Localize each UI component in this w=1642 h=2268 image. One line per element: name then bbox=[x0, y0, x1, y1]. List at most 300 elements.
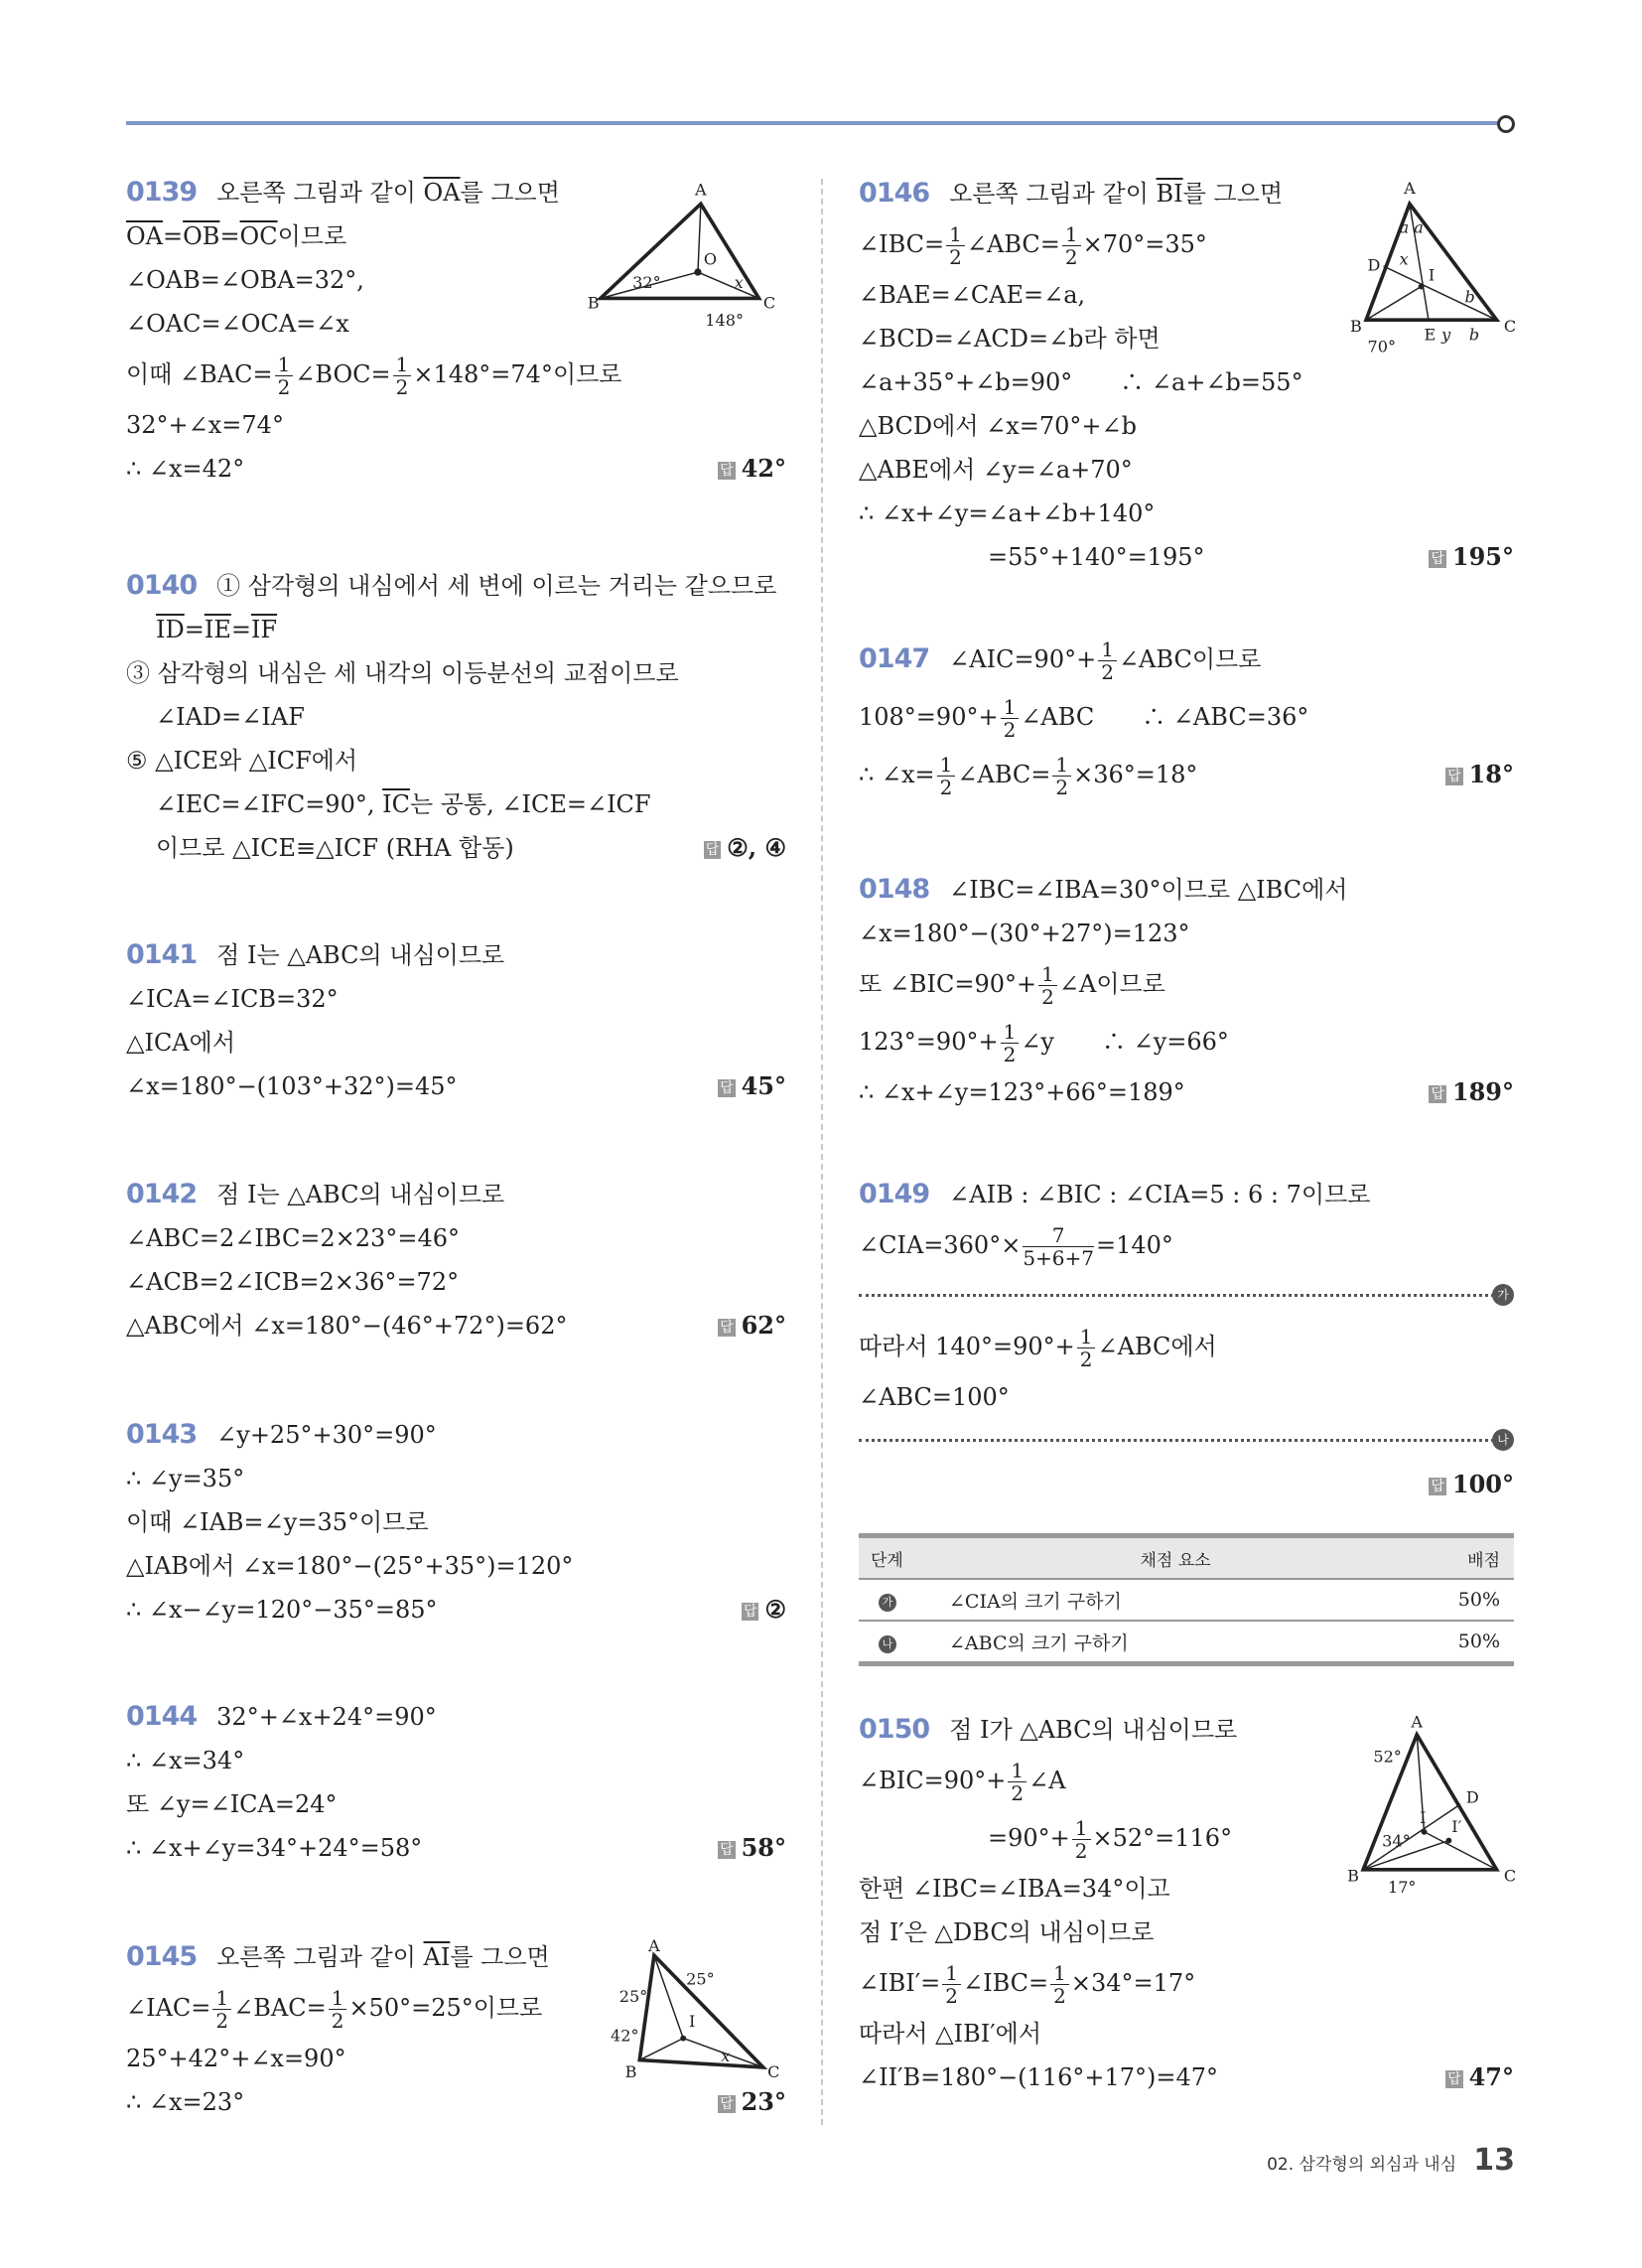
denominator: 2 bbox=[1055, 776, 1069, 799]
problem-number: 0139 bbox=[126, 177, 198, 208]
text: ∴ ∠x= bbox=[859, 761, 935, 788]
fraction bbox=[1072, 1817, 1091, 1862]
solution-line bbox=[126, 651, 786, 695]
problem-number: 0140 bbox=[126, 570, 198, 601]
text: 이므로 △ICE≡△ICF (RHA 합동) bbox=[156, 834, 514, 862]
text: 를 그으면 bbox=[1182, 180, 1284, 208]
answer-value: 45° bbox=[741, 1071, 786, 1100]
problem-0149 bbox=[859, 1173, 1514, 1506]
figure-0146-triangle bbox=[1344, 175, 1526, 363]
denominator: 2 bbox=[277, 375, 291, 399]
item-cell: ∠ABC의 크기 구하기 bbox=[941, 1621, 1410, 1664]
solution-line bbox=[859, 955, 1514, 1013]
label-B: B bbox=[587, 293, 600, 313]
text: ∠BAE=∠CAE=∠a, bbox=[859, 281, 1086, 309]
solution-line bbox=[859, 1375, 1514, 1419]
figure-0150-triangle bbox=[1344, 1710, 1526, 1899]
solution-line bbox=[859, 1954, 1514, 2012]
text: 점 I는 △ABC의 내심이므로 bbox=[216, 1181, 505, 1208]
label-B: B bbox=[1350, 316, 1362, 336]
text: ∠y ∴ ∠y=66° bbox=[1021, 1028, 1229, 1056]
dotted-rule bbox=[859, 1439, 1494, 1442]
angle-label: 17° bbox=[1388, 1878, 1417, 1898]
text: ∠ABC ∴ ∠ABC=36° bbox=[1021, 703, 1309, 731]
answer bbox=[1429, 1463, 1514, 1506]
solution-line bbox=[859, 492, 1514, 535]
fraction bbox=[942, 1962, 961, 2007]
fraction bbox=[1077, 1326, 1096, 1370]
answer-value: ②, ④ bbox=[727, 833, 786, 862]
segment-overline: $\overline{IF}$ bbox=[250, 616, 278, 643]
answer bbox=[1429, 535, 1514, 579]
label-C: C bbox=[1503, 316, 1517, 336]
answer-icon: 답 bbox=[720, 1319, 734, 1336]
label-C: C bbox=[762, 293, 776, 313]
solution-line bbox=[126, 1304, 786, 1347]
segment-overline: $\overline{OA}$ bbox=[423, 179, 461, 207]
text: ∴ ∠y=35° bbox=[126, 1465, 245, 1492]
angle-label: a bbox=[1399, 217, 1410, 237]
solution-line bbox=[859, 360, 1514, 404]
answer-icon: 답 bbox=[1447, 2070, 1461, 2087]
text: ∠x=180°−(103°+32°)=45° bbox=[126, 1072, 458, 1100]
answer-value: 58° bbox=[741, 1833, 786, 1862]
solution-line bbox=[126, 403, 786, 447]
answer-value: 42° bbox=[741, 454, 786, 483]
text: 오른쪽 그림과 같이 bbox=[216, 1943, 424, 1971]
answer-icon: 답 bbox=[720, 1841, 734, 1858]
text: ∠ABC=2∠IBC=2×23°=46° bbox=[126, 1224, 460, 1252]
solution-line bbox=[859, 1013, 1514, 1070]
denominator: 2 bbox=[1053, 1984, 1066, 2008]
label-O: O bbox=[703, 249, 718, 269]
text: ∠IEC=∠IFC=90°, bbox=[156, 790, 383, 818]
numerator: 7 bbox=[1023, 1224, 1094, 1247]
figure-0145-triangle bbox=[611, 1936, 792, 2089]
text: ×36°=18° bbox=[1073, 761, 1198, 788]
col-points: 배점 bbox=[1410, 1536, 1514, 1580]
angle-label: y bbox=[1441, 325, 1451, 345]
solution-line bbox=[126, 1695, 786, 1739]
fraction bbox=[329, 1987, 347, 2032]
text: ∠BIC=90°+ bbox=[859, 1767, 1007, 1794]
item-cell: ∠CIA의 크기 구하기 bbox=[941, 1579, 1410, 1621]
denominator: 2 bbox=[1003, 1043, 1017, 1066]
problem-number: 0145 bbox=[126, 1941, 198, 1972]
angle-label: 32° bbox=[632, 273, 661, 293]
label-E: E bbox=[1424, 325, 1437, 345]
label-A: A bbox=[648, 1935, 660, 1955]
text: ∠BAC= bbox=[233, 1994, 327, 2022]
answer-value: 18° bbox=[1468, 760, 1514, 788]
text: 점 I는 △ABC의 내심이므로 bbox=[216, 941, 505, 969]
solution-line bbox=[126, 826, 786, 870]
angle-label: 42° bbox=[611, 2026, 639, 2046]
numerator: 1 bbox=[1008, 1760, 1026, 1782]
answer bbox=[1445, 2055, 1514, 2099]
text: △ABC에서 ∠x=180°−(46°+72°)=62° bbox=[126, 1312, 568, 1340]
text: ∠IAC= bbox=[126, 1994, 211, 2022]
numerator: 1 bbox=[1001, 1021, 1020, 1044]
step-marker: 나 bbox=[1492, 1429, 1514, 1451]
solution-line bbox=[126, 695, 786, 739]
text: ∠ABC=100° bbox=[859, 1383, 1010, 1411]
text: △IAB에서 ∠x=180°−(25°+35°)=120° bbox=[126, 1552, 574, 1580]
solution-line bbox=[126, 1064, 786, 1108]
angle-label: b bbox=[1468, 325, 1480, 345]
fraction bbox=[946, 223, 965, 268]
text: ∠A bbox=[1028, 1767, 1066, 1794]
answer bbox=[718, 1064, 786, 1108]
angle-label: 25° bbox=[686, 1969, 715, 1989]
numerator: 1 bbox=[1050, 1962, 1069, 1985]
angle-label: x bbox=[1399, 249, 1409, 269]
text: 점 I′은 △DBC의 내심이므로 bbox=[859, 1918, 1155, 1946]
segment-overline: $\overline{OB}$ bbox=[183, 222, 220, 250]
numerator: 1 bbox=[329, 1987, 347, 2010]
text: ∠CIA=360°× bbox=[859, 1231, 1022, 1259]
text: 를 그으면 bbox=[450, 1943, 550, 1971]
text: ∴ ∠x+∠y=∠a+∠b+140° bbox=[859, 499, 1156, 527]
angle-label: 25° bbox=[618, 1987, 648, 2007]
text: △ICA에서 bbox=[126, 1029, 236, 1057]
label-I: I bbox=[1428, 265, 1436, 285]
answer-icon: 답 bbox=[1431, 1478, 1444, 1494]
answer bbox=[1429, 1070, 1514, 1114]
table-row bbox=[859, 1621, 1514, 1664]
chapter-title: 02. 삼각형의 외심과 내심 bbox=[1267, 2155, 1457, 2175]
text: ∠a+35°+∠b=90° ∴ ∠a+∠b=55° bbox=[859, 368, 1303, 396]
angle-label: x bbox=[721, 2047, 731, 2066]
text: ∠AIB : ∠BIC : ∠CIA=5 : 6 : 7이므로 bbox=[949, 1181, 1371, 1208]
denominator: 2 bbox=[939, 776, 953, 799]
step-badge: 나 bbox=[879, 1635, 896, 1653]
text: 32°+∠x=74° bbox=[126, 411, 284, 439]
solution-line bbox=[126, 346, 786, 403]
solution-line bbox=[859, 1173, 1514, 1216]
problem-0148 bbox=[859, 868, 1514, 1114]
text: ×148°=74°이므로 bbox=[413, 360, 622, 388]
fraction bbox=[1008, 1760, 1026, 1804]
solution-line bbox=[859, 448, 1514, 492]
answer bbox=[742, 1588, 786, 1631]
text: 이므로 bbox=[277, 222, 347, 250]
problem-0140 bbox=[126, 564, 786, 870]
fraction bbox=[1001, 1021, 1020, 1065]
answer-icon: 답 bbox=[1447, 768, 1461, 784]
answer bbox=[704, 826, 786, 870]
text: 25°+42°+∠x=90° bbox=[126, 2045, 346, 2072]
text: ×70°=35° bbox=[1082, 230, 1207, 258]
solution-line bbox=[859, 746, 1514, 803]
solution-line bbox=[126, 447, 786, 491]
text: ∴ ∠x+∠y=34°+24°=58° bbox=[126, 1834, 423, 1862]
label-C: C bbox=[767, 2062, 780, 2082]
text: = bbox=[184, 616, 205, 643]
numerator: 1 bbox=[1001, 696, 1020, 719]
text: 또 ∠y=∠ICA=24° bbox=[126, 1790, 338, 1818]
segment-overline: $\overline{IE}$ bbox=[204, 616, 231, 643]
text: 123°=90°+ bbox=[859, 1028, 999, 1056]
step-separator bbox=[859, 1274, 1514, 1318]
page-number: 13 bbox=[1473, 2143, 1515, 2178]
solution-line bbox=[859, 1216, 1514, 1274]
angle-label: b bbox=[1464, 287, 1475, 307]
label-I: I bbox=[1420, 1808, 1427, 1827]
text: 한편 ∠IBC=∠IBA=34°이고 bbox=[859, 1875, 1170, 1903]
solution-line bbox=[126, 1782, 786, 1826]
solution-line bbox=[859, 631, 1514, 688]
label-C: C bbox=[1503, 1866, 1517, 1886]
text: = bbox=[230, 616, 251, 643]
text: ∠BOC= bbox=[295, 360, 391, 388]
solution-line bbox=[126, 977, 786, 1021]
scoring-table bbox=[859, 1533, 1514, 1666]
text: ∠BCD=∠ACD=∠b라 하면 bbox=[859, 325, 1161, 353]
text: ×50°=25°이므로 bbox=[348, 1994, 543, 2022]
text: 32°+∠x+24°=90° bbox=[216, 1703, 437, 1731]
segment-overline: $\overline{OC}$ bbox=[239, 222, 278, 250]
text: ∠IBI′= bbox=[859, 1969, 941, 1997]
text: ③ 삼각형의 내심은 세 내각의 이등분선의 교점이므로 bbox=[126, 659, 679, 687]
denominator: 2 bbox=[1003, 718, 1017, 742]
answer-icon: 답 bbox=[720, 2095, 734, 2112]
solution-line bbox=[126, 1588, 786, 1631]
label-B: B bbox=[624, 2062, 637, 2082]
fraction bbox=[1062, 223, 1081, 268]
angle-label: 148° bbox=[705, 311, 745, 331]
answer-icon: 답 bbox=[1431, 1085, 1444, 1102]
denominator: 2 bbox=[1101, 660, 1114, 684]
step-marker: 가 bbox=[1492, 1284, 1514, 1306]
text: ∴ ∠x−∠y=120°−35°=85° bbox=[126, 1596, 438, 1624]
text: ∠IAD=∠IAF bbox=[156, 703, 305, 731]
solution-line bbox=[126, 1173, 786, 1216]
denominator: 2 bbox=[1079, 1347, 1093, 1371]
answer-value: ② bbox=[764, 1595, 786, 1624]
solution-line bbox=[859, 1463, 1514, 1506]
text: 따라서 △IBI′에서 bbox=[859, 2020, 1042, 2048]
numerator: 1 bbox=[946, 223, 965, 246]
numerator: 1 bbox=[937, 754, 956, 777]
text: 점 I가 △ABC의 내심이므로 bbox=[949, 1716, 1238, 1744]
text: ∴ ∠x+∠y=123°+66°=189° bbox=[859, 1078, 1185, 1106]
numerator: 1 bbox=[1077, 1326, 1096, 1348]
col-item: 채점 요소 bbox=[941, 1536, 1410, 1580]
answer bbox=[718, 447, 786, 491]
text: ∴ ∠x=23° bbox=[126, 2088, 245, 2116]
solution-line bbox=[859, 1070, 1514, 1114]
solution-line bbox=[126, 933, 786, 977]
solution-line bbox=[859, 2055, 1514, 2099]
fraction bbox=[1023, 1224, 1094, 1269]
step-badge: 가 bbox=[879, 1594, 896, 1612]
text: ∠x=180°−(30°+27°)=123° bbox=[859, 920, 1190, 947]
denominator: 5+6+7 bbox=[1023, 1246, 1095, 1270]
label-A: A bbox=[695, 180, 707, 200]
segment-overline: $\overline{IC}$ bbox=[382, 790, 410, 818]
text: 이때 ∠BAC= bbox=[126, 360, 273, 388]
answer-value: 189° bbox=[1451, 1077, 1514, 1106]
answer-icon: 답 bbox=[705, 841, 720, 858]
label-A: A bbox=[1411, 1712, 1423, 1732]
label-A: A bbox=[1404, 179, 1416, 198]
text: ∠ACB=2∠ICB=2×36°=72° bbox=[126, 1268, 460, 1296]
segment-overline: $\overline{ID}$ bbox=[156, 616, 185, 643]
numerator: 1 bbox=[1072, 1817, 1091, 1840]
numerator: 1 bbox=[942, 1962, 961, 1985]
text: ∠IBC= bbox=[859, 230, 945, 258]
solution-line bbox=[126, 1413, 786, 1457]
text: ∴ ∠x=34° bbox=[126, 1747, 245, 1774]
solution-line bbox=[859, 912, 1514, 955]
text: ∠ICA=∠ICB=32° bbox=[126, 985, 339, 1013]
points-cell: 50% bbox=[1410, 1621, 1514, 1664]
text: =90°+ bbox=[988, 1824, 1070, 1852]
column-divider bbox=[821, 179, 823, 2125]
angle-label: 34° bbox=[1382, 1831, 1411, 1851]
text: ∠A이므로 bbox=[1058, 970, 1165, 998]
points-cell: 50% bbox=[1410, 1579, 1514, 1621]
denominator: 2 bbox=[1074, 1839, 1088, 1863]
text: ∠ABC이므로 bbox=[1118, 645, 1262, 673]
problem-number: 0144 bbox=[126, 1701, 198, 1732]
fraction bbox=[212, 1987, 231, 2032]
text: 오른쪽 그림과 같이 bbox=[949, 180, 1157, 208]
solution-line bbox=[859, 1318, 1514, 1375]
solution-line bbox=[859, 1911, 1514, 1954]
numerator: 1 bbox=[275, 354, 294, 376]
text: 따라서 140°=90°+ bbox=[859, 1333, 1075, 1360]
solution-line bbox=[126, 1216, 786, 1260]
numerator: 1 bbox=[1052, 754, 1071, 777]
header-rule bbox=[126, 121, 1501, 125]
segment-overline: $\overline{OA}$ bbox=[126, 222, 164, 250]
numerator: 1 bbox=[1062, 223, 1081, 246]
answer bbox=[1445, 746, 1514, 803]
fraction bbox=[1050, 1962, 1069, 2007]
denominator: 2 bbox=[945, 1984, 958, 2008]
problem-number: 0148 bbox=[859, 874, 930, 905]
problem-number: 0141 bbox=[126, 939, 198, 970]
page-footer bbox=[1267, 2143, 1515, 2178]
answer-value: 195° bbox=[1451, 542, 1514, 571]
text: 108°=90°+ bbox=[859, 703, 999, 731]
text: ∴ ∠x=42° bbox=[126, 455, 245, 483]
text: ∠ABC= bbox=[966, 230, 1060, 258]
text: = bbox=[219, 222, 240, 250]
figure-0139-triangle bbox=[589, 175, 785, 335]
numerator: 1 bbox=[1098, 638, 1117, 661]
answer-value: 47° bbox=[1468, 2062, 1514, 2091]
problem-number: 0149 bbox=[859, 1179, 930, 1209]
fraction bbox=[1001, 696, 1020, 741]
answer bbox=[718, 1826, 786, 1870]
solution-line bbox=[126, 1739, 786, 1782]
label-D: D bbox=[1367, 255, 1381, 275]
label-B: B bbox=[1347, 1866, 1359, 1886]
label-I: I bbox=[689, 2011, 696, 2031]
problem-number: 0146 bbox=[859, 178, 930, 209]
answer-icon: 답 bbox=[1431, 550, 1444, 567]
problem-0142 bbox=[126, 1173, 786, 1347]
angle-label: x bbox=[734, 273, 744, 293]
answer-icon: 답 bbox=[720, 1079, 734, 1096]
denominator: 2 bbox=[1041, 985, 1054, 1009]
fraction bbox=[937, 754, 956, 798]
text: ∠OAB=∠OBA=32°, bbox=[126, 266, 364, 294]
col-step: 단계 bbox=[859, 1536, 941, 1580]
text: = bbox=[163, 222, 184, 250]
denominator: 2 bbox=[949, 245, 962, 269]
text: △BCD에서 ∠x=70°+∠b bbox=[859, 412, 1138, 440]
text: ×52°=116° bbox=[1092, 1824, 1233, 1852]
problem-0144 bbox=[126, 1695, 786, 1870]
problem-number: 0142 bbox=[126, 1179, 198, 1209]
answer-icon: 답 bbox=[743, 1603, 757, 1620]
problem-0143 bbox=[126, 1413, 786, 1631]
step-separator bbox=[859, 1419, 1514, 1463]
text: △ABE에서 ∠y=∠a+70° bbox=[859, 456, 1133, 484]
problem-0141 bbox=[126, 933, 786, 1108]
label-D: D bbox=[1465, 1787, 1479, 1807]
answer-icon: 답 bbox=[720, 462, 734, 479]
answer bbox=[718, 1304, 786, 1347]
answer-value: 62° bbox=[741, 1311, 786, 1340]
text: 이때 ∠IAB=∠y=35°이므로 bbox=[126, 1508, 429, 1536]
solution-line bbox=[859, 868, 1514, 912]
solution-line bbox=[126, 1544, 786, 1588]
text: ⑤ △ICE와 △ICF에서 bbox=[126, 747, 358, 775]
solution-line bbox=[126, 1457, 786, 1500]
problem-number: 0150 bbox=[859, 1714, 930, 1745]
problem-number: 0147 bbox=[859, 643, 930, 674]
denominator: 2 bbox=[1064, 245, 1078, 269]
answer-value: 100° bbox=[1451, 1470, 1514, 1498]
text: 또 ∠BIC=90°+ bbox=[859, 970, 1037, 998]
text: 를 그으면 bbox=[460, 179, 560, 207]
angle-label: 70° bbox=[1367, 337, 1397, 356]
text: ∠ABC에서 bbox=[1097, 1333, 1217, 1360]
segment-overline: $\overline{BI}$ bbox=[1156, 180, 1183, 208]
solution-line bbox=[859, 535, 1514, 579]
solution-line bbox=[126, 608, 786, 651]
denominator: 2 bbox=[395, 375, 409, 399]
answer-value: 23° bbox=[741, 2087, 786, 2116]
fraction bbox=[275, 354, 294, 398]
text: ×34°=17° bbox=[1070, 1969, 1196, 1997]
solution-line bbox=[859, 688, 1514, 746]
fraction bbox=[393, 354, 412, 398]
dotted-rule bbox=[859, 1294, 1494, 1297]
solution-line bbox=[126, 1826, 786, 1870]
denominator: 2 bbox=[215, 2009, 229, 2033]
solution-line bbox=[859, 2012, 1514, 2055]
segment-overline: $\overline{AI}$ bbox=[423, 1943, 451, 1971]
text: ∠IBC= bbox=[963, 1969, 1049, 1997]
text: ∠y+25°+30°=90° bbox=[216, 1421, 437, 1449]
text: ∠AIC=90°+ bbox=[949, 645, 1097, 673]
numerator: 1 bbox=[393, 354, 412, 376]
numerator: 1 bbox=[212, 1987, 231, 2010]
angle-label: 52° bbox=[1373, 1747, 1402, 1767]
problem-0147 bbox=[859, 631, 1514, 803]
text: ∠IBC=∠IBA=30°이므로 △IBC에서 bbox=[949, 876, 1348, 904]
fraction bbox=[1052, 754, 1071, 798]
solution-line bbox=[126, 564, 786, 608]
problem-number: 0143 bbox=[126, 1419, 198, 1450]
solution-line bbox=[126, 739, 786, 782]
